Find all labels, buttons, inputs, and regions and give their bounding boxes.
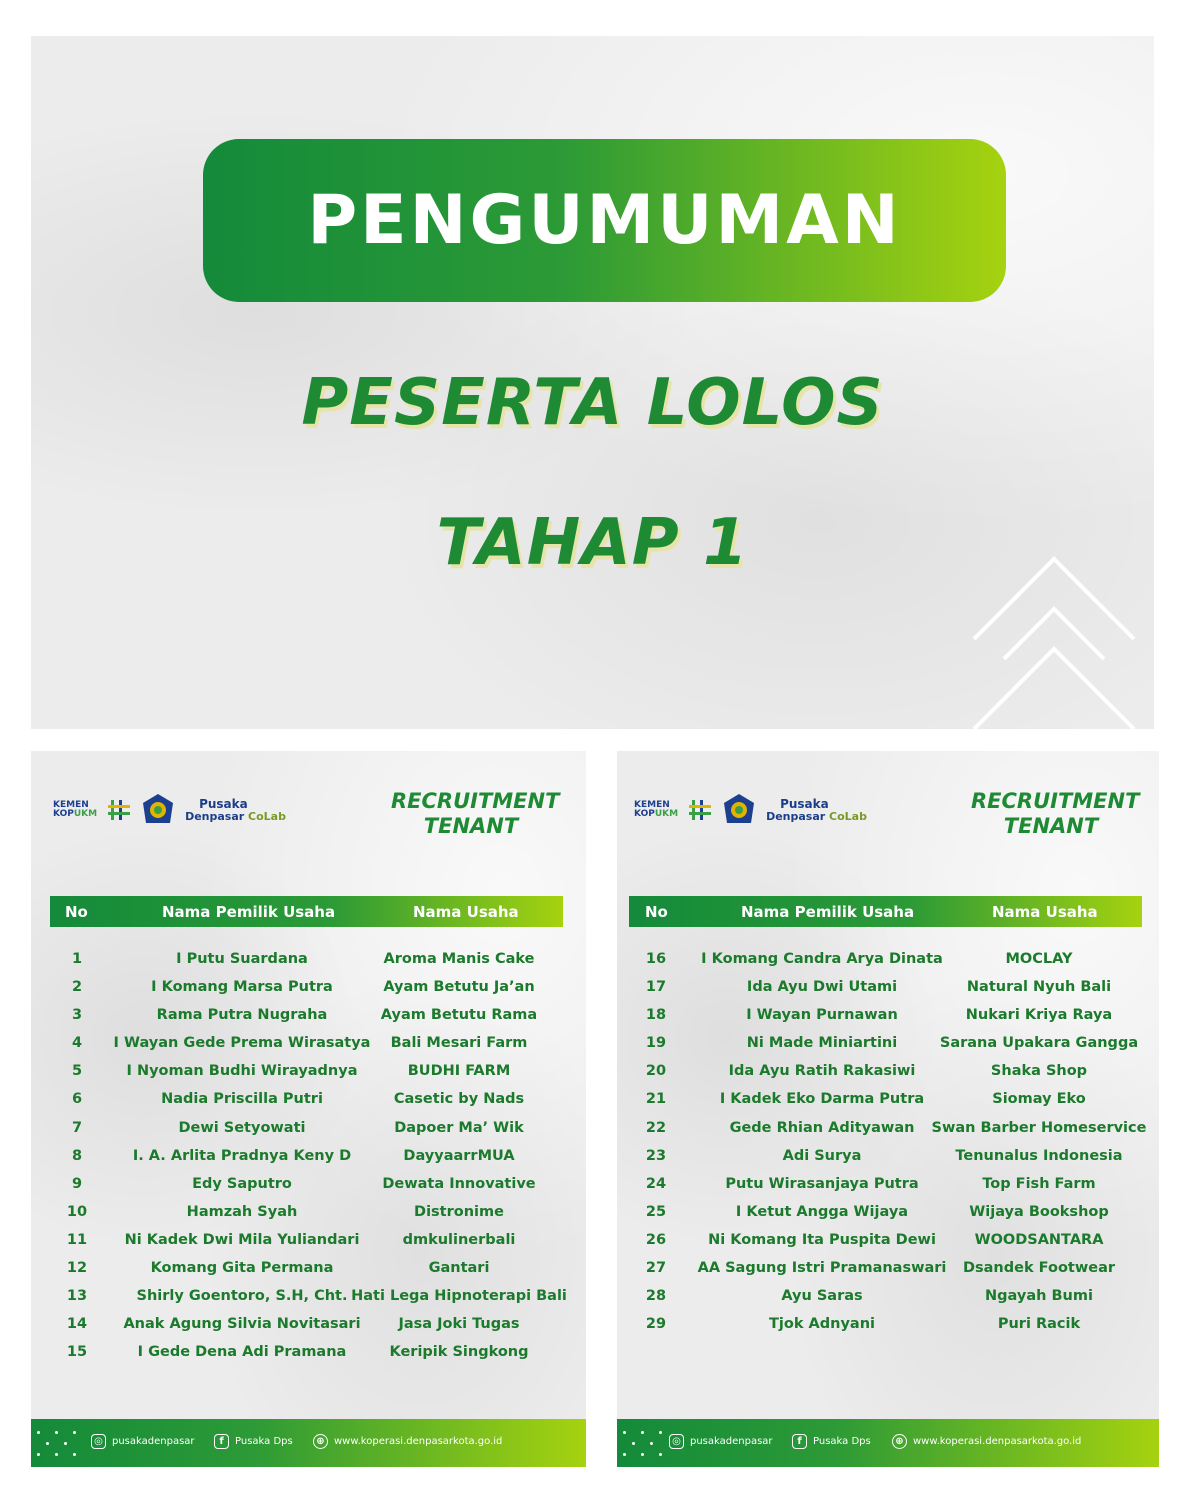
- cell-no: 8: [71, 1147, 83, 1164]
- facebook-icon: f: [214, 1434, 229, 1449]
- cell-no: 21: [645, 1091, 667, 1108]
- footer-bar: [31, 1419, 586, 1467]
- subtitle-line-1: PESERTA LOLOS: [301, 366, 884, 440]
- table-row: [31, 1059, 586, 1087]
- cell-owner: I Komang Marsa Putra: [151, 979, 333, 996]
- cell-business: Bali Mesari Farm: [390, 1035, 528, 1052]
- header-business: Nama Usaha: [992, 903, 1098, 921]
- cell-business: Tenunalus Indonesia: [955, 1147, 1123, 1164]
- cell-business: Distronime: [414, 1203, 504, 1220]
- footer-website[interactable]: ⊕ www.koperasi.denpasarkota.go.id: [313, 1434, 502, 1449]
- cell-owner: I Ketut Angga Wijaya: [735, 1203, 909, 1220]
- cell-no: 25: [645, 1203, 667, 1220]
- cell-owner: Adi Surya: [782, 1147, 862, 1164]
- cell-owner: I Putu Suardana: [176, 951, 308, 967]
- cell-owner: I Nyoman Budhi Wirayadnya: [126, 1063, 358, 1080]
- instagram-icon: ◎: [91, 1434, 106, 1449]
- pusaka-colab-logo: Pusaka Denpasar CoLab: [185, 796, 286, 823]
- table-row: [31, 975, 586, 1003]
- cell-no: 4: [71, 1035, 83, 1052]
- cell-no: 22: [645, 1119, 667, 1136]
- cell-owner: I Komang Candra Arya Dinata: [701, 951, 943, 967]
- header-owner: Nama Pemilik Usaha: [162, 903, 336, 921]
- partner-logos: [53, 785, 286, 835]
- header-business: Nama Usaha: [413, 903, 519, 921]
- cell-owner: Ida Ayu Ratih Rakasiwi: [728, 1063, 916, 1080]
- globe-icon: ⊕: [313, 1434, 328, 1449]
- cell-business: BUDHI FARM: [407, 1063, 511, 1080]
- table-row: [617, 1087, 1159, 1115]
- cell-no: 12: [66, 1260, 88, 1277]
- cell-business: DayyaarrMUA: [403, 1147, 515, 1164]
- cell-owner: Putu Wirasanjaya Putra: [725, 1175, 919, 1192]
- table-row: [31, 1087, 586, 1115]
- recruitment-tenant-title: RECRUITMENT TENANT: [971, 789, 1140, 838]
- tenant-list-card-1: [31, 751, 586, 1467]
- tenant-list-card-2: [617, 751, 1159, 1467]
- table-header: [50, 896, 563, 927]
- cell-business: Nukari Kriya Raya: [965, 1007, 1113, 1024]
- cell-business: Wijaya Bookshop: [969, 1203, 1109, 1220]
- table-row: [617, 1284, 1159, 1312]
- table-row: [31, 1116, 586, 1144]
- cell-owner: Tjok Adnyani: [769, 1316, 875, 1333]
- kemenkopukm-mark-icon: [107, 798, 131, 822]
- cell-no: 15: [66, 1344, 88, 1361]
- cell-no: 7: [71, 1119, 83, 1136]
- cell-business: Dewata Innovative: [382, 1175, 536, 1192]
- table-body: [617, 947, 1159, 1340]
- cell-business: dmkulinerbali: [402, 1231, 516, 1248]
- table-row: [31, 1003, 586, 1031]
- cell-owner: Ni Made Miniartini: [746, 1035, 898, 1052]
- footer-bar: [617, 1419, 1159, 1467]
- cell-owner: Ayu Saras: [781, 1288, 863, 1305]
- subtitle-line-2: TAHAP 1: [436, 506, 749, 580]
- globe-icon: ⊕: [892, 1434, 907, 1449]
- table-row: [617, 947, 1159, 975]
- cell-no: 24: [645, 1175, 667, 1192]
- cell-no: 1: [71, 951, 83, 967]
- cell-no: 5: [71, 1063, 83, 1080]
- cell-business: Top Fish Farm: [982, 1175, 1096, 1192]
- kemenkopukm-logo: KEMEN KOPUKM: [634, 800, 679, 819]
- table-row: [617, 1256, 1159, 1284]
- dots-decoration-icon: [37, 1431, 77, 1457]
- cell-no: 3: [71, 1007, 83, 1024]
- cell-owner: Gede Rhian Adityawan: [729, 1119, 915, 1136]
- cell-owner: Anak Agung Silvia Novitasari: [123, 1316, 361, 1333]
- footer-facebook[interactable]: f Pusaka Dps: [792, 1434, 871, 1449]
- cell-owner: Ida Ayu Dwi Utami: [746, 979, 898, 996]
- table-header: [629, 896, 1142, 927]
- cell-owner: I Gede Dena Adi Pramana: [137, 1344, 347, 1361]
- cell-no: 29: [645, 1316, 667, 1333]
- cell-owner: Ni Komang Ita Puspita Dewi: [708, 1231, 936, 1248]
- table-row: [617, 1172, 1159, 1200]
- cell-business: Jasa Joki Tugas: [398, 1316, 520, 1333]
- headline-pill: [203, 139, 1006, 302]
- kemenkopukm-logo: KEMEN KOPUKM: [53, 800, 98, 819]
- cell-owner: Ni Kadek Dwi Mila Yuliandari: [124, 1231, 360, 1248]
- headline-text: PENGUMUMAN: [307, 181, 902, 260]
- table-row: [31, 1256, 586, 1284]
- cell-business: Natural Nyuh Bali: [966, 979, 1112, 996]
- cell-business: Keripik Singkong: [389, 1344, 529, 1361]
- announcement-banner: [31, 36, 1154, 729]
- dots-decoration-icon: [623, 1431, 663, 1457]
- cell-business: Ngayah Bumi: [985, 1288, 1093, 1305]
- table-body: [31, 947, 586, 1368]
- cell-business: Sarana Upakara Gangga: [939, 1035, 1139, 1052]
- table-row: [31, 1031, 586, 1059]
- cell-no: 6: [71, 1091, 83, 1108]
- cell-owner: I Wayan Purnawan: [746, 1007, 898, 1024]
- table-row: [31, 1144, 586, 1172]
- cell-no: 26: [645, 1231, 667, 1248]
- cell-no: 11: [66, 1231, 88, 1248]
- footer-instagram[interactable]: ◎ pusakadenpasar: [91, 1434, 195, 1449]
- table-row: [617, 1228, 1159, 1256]
- table-row: [617, 1031, 1159, 1059]
- header-owner: Nama Pemilik Usaha: [741, 903, 915, 921]
- cell-business: WOODSANTARA: [974, 1231, 1104, 1248]
- table-row: [31, 947, 586, 975]
- table-row: [617, 1200, 1159, 1228]
- table-row: [31, 1284, 586, 1312]
- cell-no: 14: [66, 1316, 88, 1333]
- cell-owner: Hamzah Syah: [186, 1203, 298, 1220]
- cell-no: 17: [645, 979, 667, 996]
- cell-no: 28: [645, 1288, 667, 1305]
- cell-business: Hati Lega Hipnoterapi Bali: [351, 1288, 567, 1305]
- facebook-icon: f: [792, 1434, 807, 1449]
- cell-owner: AA Sagung Istri Pramanaswari: [697, 1260, 947, 1277]
- cell-no: 10: [66, 1203, 88, 1220]
- header-no: No: [65, 903, 88, 921]
- cell-business: Casetic by Nads: [393, 1091, 525, 1108]
- cell-owner: Dewi Setyowati: [178, 1119, 306, 1136]
- table-row: [617, 1003, 1159, 1031]
- table-row: [31, 1312, 586, 1340]
- table-row: [617, 1116, 1159, 1144]
- kemenkopukm-mark-icon: [688, 798, 712, 822]
- dinas-koperasi-seal-icon: [141, 793, 175, 827]
- cell-no: 16: [645, 951, 667, 967]
- cell-business: Puri Racik: [997, 1316, 1081, 1333]
- dinas-koperasi-seal-icon: [722, 793, 756, 827]
- table-row: [617, 1312, 1159, 1340]
- table-row: [617, 1059, 1159, 1087]
- cell-owner: Shirly Goentoro, S.H, Cht.: [136, 1288, 348, 1305]
- cell-business: Gantari: [428, 1260, 490, 1277]
- cell-no: 18: [645, 1007, 667, 1024]
- cell-business: MOCLAY: [1005, 951, 1073, 967]
- table-row: [31, 1340, 586, 1368]
- cell-owner: I Kadek Eko Darma Putra: [719, 1091, 925, 1108]
- cell-business: Ayam Betutu Rama: [380, 1007, 538, 1024]
- instagram-icon: ◎: [669, 1434, 684, 1449]
- cell-business: Shaka Shop: [990, 1063, 1088, 1080]
- cell-business: Dapoer Ma’ Wik: [394, 1119, 524, 1136]
- table-row: [31, 1172, 586, 1200]
- recruitment-tenant-title: RECRUITMENT TENANT: [391, 789, 560, 838]
- table-row: [617, 1144, 1159, 1172]
- cell-no: 13: [66, 1288, 88, 1305]
- cell-no: 27: [645, 1260, 667, 1277]
- partner-logos: [634, 785, 867, 835]
- cell-business: Siomay Eko: [992, 1091, 1086, 1108]
- footer-instagram[interactable]: ◎ pusakadenpasar: [669, 1434, 773, 1449]
- cell-no: 23: [645, 1147, 667, 1164]
- footer-website[interactable]: ⊕ www.koperasi.denpasarkota.go.id: [892, 1434, 1081, 1449]
- cell-business: Swan Barber Homeservice: [931, 1119, 1147, 1136]
- cell-owner: I Wayan Gede Prema Wirasatya: [113, 1035, 371, 1052]
- cell-business: Ayam Betutu Ja’an: [383, 979, 535, 996]
- cell-owner: I. A. Arlita Pradnya Keny D: [132, 1147, 352, 1164]
- cell-owner: Nadia Priscilla Putri: [161, 1091, 323, 1108]
- footer-facebook[interactable]: f Pusaka Dps: [214, 1434, 293, 1449]
- cell-business: Aroma Manis Cake: [383, 951, 535, 967]
- cell-owner: Komang Gita Permana: [150, 1260, 334, 1277]
- table-row: [31, 1228, 586, 1256]
- table-row: [31, 1200, 586, 1228]
- cell-no: 9: [71, 1175, 83, 1192]
- cell-no: 19: [645, 1035, 667, 1052]
- cell-business: Dsandek Footwear: [962, 1260, 1116, 1277]
- pusaka-colab-logo: Pusaka Denpasar CoLab: [766, 796, 867, 823]
- table-row: [617, 975, 1159, 1003]
- cell-no: 2: [71, 979, 83, 996]
- cell-no: 20: [645, 1063, 667, 1080]
- cell-owner: Rama Putra Nugraha: [156, 1007, 328, 1024]
- cell-owner: Edy Saputro: [192, 1175, 292, 1192]
- header-no: No: [645, 903, 668, 921]
